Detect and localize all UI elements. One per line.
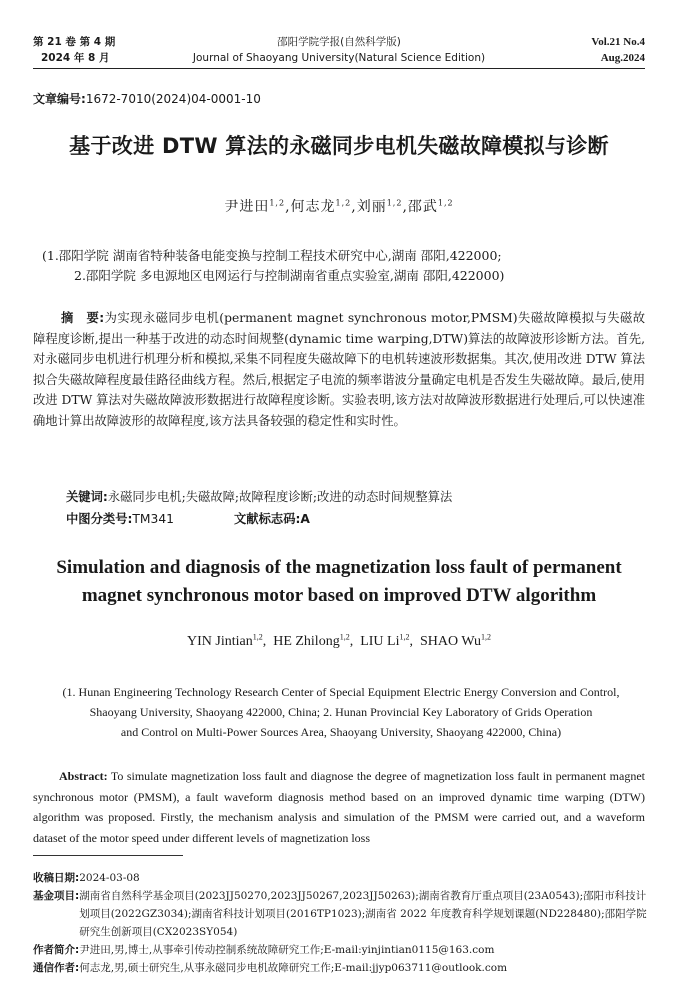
abstract-en (33, 766, 645, 848)
author-affil-sup: 1,2 (399, 632, 410, 642)
journal-name-en: Journal of Shaoyang University(Natural Science Edition) (192, 52, 486, 64)
keywords-cn (66, 488, 452, 506)
author-affil-sup: 1,2 (269, 198, 286, 208)
author-cn: 尹进田 (224, 199, 270, 215)
funding-label: 基金项目: (33, 890, 80, 902)
clc-label: 中图分类号: (66, 512, 133, 526)
journal-name-cn: 邵阳学院学报(自然科学版) (277, 36, 401, 48)
corresponding-value: 何志龙,男,硕士研究生,从事永磁同步电机故障研究工作;E-mail:jjyp063711@outlook.com (79, 962, 508, 974)
doc-code-label: 文献标志码: (234, 512, 301, 526)
footnote-corresponding (33, 959, 648, 977)
affiliation-cn-line: (1.邵阳学院 湖南省特种装备电能变换与控制工程技术研究中心,湖南 邵阳,422000; (42, 248, 502, 263)
footnote-funding (33, 887, 648, 941)
author-en: YIN Jintian (186, 634, 253, 649)
received-value: 2024-03-08 (79, 872, 140, 884)
footnote-author-bio (33, 941, 648, 959)
affiliation-en-line: Shaoyang University, Shaoyang 422000, China; 2. Hunan Provincial Key Laboratory of Grids Operation (89, 705, 593, 719)
article-number-label: 文章编号: (33, 92, 86, 106)
keywords-cn-label: 关键词: (66, 490, 108, 504)
received-label: 收稿日期: (33, 872, 80, 884)
author-en: LIU Li (360, 634, 400, 649)
author-affil-sup: 1,2 (339, 632, 350, 642)
volume-issue-cn: 第 21 卷 第 4 期 (33, 36, 116, 48)
volume-issue-en: Vol.21 No.4 (591, 36, 645, 48)
affiliations-en (22, 682, 660, 742)
author-bio-value: 尹进田,男,博士,从事牵引传动控制系统故障研究工作;E-mail:yinjintian0115@163.com (79, 944, 495, 956)
abstract-cn (33, 308, 645, 432)
author-affil-sup: 1,2 (252, 632, 263, 642)
author-en: HE Zhilong (273, 634, 340, 649)
article-number-value: 1672-7010(2024)04-0001-10 (85, 92, 261, 106)
abstract-en-label: Abstract: (59, 769, 108, 783)
doc-code-value: A (300, 512, 310, 526)
keywords-cn-text: 永磁同步电机;失磁故障;故障程度诊断;改进的动态时间规整算法 (107, 490, 453, 504)
title-en-line: magnet synchronous motor based on improved DTW algorithm (81, 585, 597, 606)
title-cn: 基于改进 DTW 算法的永磁同步电机失磁故障模拟与诊断 (69, 134, 609, 158)
header-right (591, 34, 645, 66)
affiliation-en-line: and Control on Multi-Power Sources Area, Shaoyang University, Shaoyang 422000, China) (120, 725, 562, 739)
abstract-cn-label: 摘 要: (61, 311, 105, 325)
header-divider (33, 68, 645, 69)
author-affil-sup: 1,2 (481, 632, 491, 642)
author-affil-sup: 1,2 (335, 198, 352, 208)
abstract-cn-text: 为实现永磁同步电机(permanent magnet synchronous motor,PMSM)失磁故障模拟与失磁故障程度诊断,提出一种基于改进的动态时间规整(dynamic time warping,DTW)算法的故障波形诊断方法。首先,对永磁同步电机进行机理分析和模拟,采集不同程度失磁故障下的电机转速波形数据集。其次,使用改进 DTW 算法拟合失磁故障程度最佳路径曲线方程。然后,根据定子电流的频率谐波分量确定电机是否发生失磁故障。最后,使用改进 DTW 算法对失磁故障波形数据进行故障程度诊断。实验表明,该方法对故障波形数据进行处理后,可以快速准确地计算出故障波形的故障程度,该方法具备较强的稳定性和实时性。 (33, 311, 645, 428)
author-cn: 何志龙 (290, 199, 336, 215)
author-affil-sup: 1,2 (386, 198, 403, 208)
article-number (33, 90, 261, 107)
abstract-en-text: To simulate magnetization loss fault and diagnose the degree of magnetization loss fault in permanent magnet synchronous motor (PMSM), a fault waveform diagnosis method based on an improved dynamic time warping (DTW) algorithm was proposed. Firstly, the mechanism analysis and simulation of the PMSM were carried out, and a waveform dataset of the motor speed under different levels of magnetization loss (33, 769, 645, 845)
author-cn: 邵武 (407, 199, 438, 215)
footnotes (33, 869, 648, 977)
classification-line (66, 510, 310, 528)
author-affil-sup: 1,2 (437, 198, 454, 208)
clc-value: TM341 (132, 512, 174, 526)
title-en-line: Simulation and diagnosis of the magnetization loss fault of permanent (56, 557, 622, 578)
author-bio-label: 作者简介: (33, 944, 80, 956)
funding-value: 湖南省自然科学基金项目(2023JJ50270,2023JJ50267,2023JJ50263);湖南省教育厅重点项目(23A0543);邵阳市科技计划项目(2022GZ3034);湖南省科技计划项目(2016TP1023);湖南省 2022 年度教育科学规划课题(ND228480);邵阳学院研究生创新项目(CX2023SY054) (79, 890, 647, 938)
running-header (33, 34, 645, 68)
author-cn: 刘丽 (356, 199, 387, 215)
title-en (20, 554, 658, 610)
header-center (33, 34, 645, 66)
footnote-received (33, 869, 648, 887)
footnote-divider (33, 855, 183, 856)
date-cn: 2024 年 8 月 (41, 52, 110, 64)
affiliation-en-line: (1. Hunan Engineering Technology Research Center of Special Equipment Electric Energy Conversion and Control, (62, 685, 620, 699)
author-en: SHAO Wu (419, 634, 481, 649)
authors-en: YIN Jintian$^{1,2}$, HE Zhilong$^{1,2}$, LIU Li$^{1,2}$, SHAO Wu$^{1,2}$ (186, 632, 491, 649)
authors-cn: 尹进田$^{1,2}$,何志龙$^{1,2}$,刘丽$^{1,2}$,邵武$^{1,2}$ (224, 198, 454, 215)
affiliation-cn-line: 2.邵阳学院 多电源地区电网运行与控制湖南省重点实验室,湖南 邵阳,422000) (74, 268, 505, 283)
date-en: Aug.2024 (600, 52, 645, 64)
affiliations-cn (42, 246, 658, 286)
corresponding-label: 通信作者: (33, 962, 80, 974)
